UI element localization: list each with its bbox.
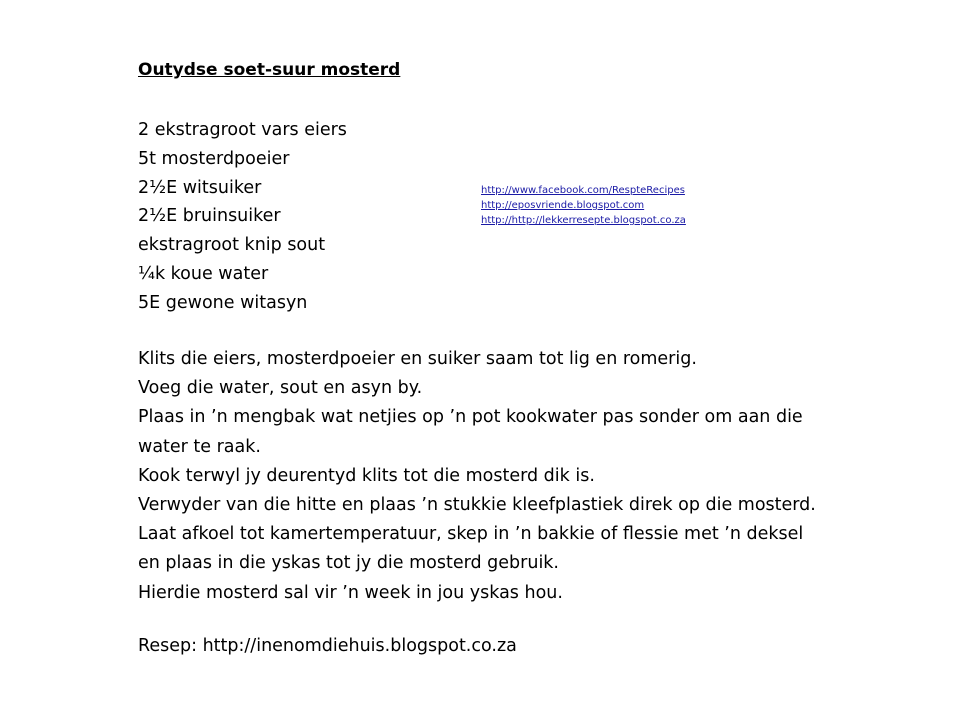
method-line: Kook terwyl jy deurentyd klits tot die mosterd dik is. — [138, 465, 595, 486]
method-line: en plaas in die yskas tot jy die mosterd gebruik. — [138, 553, 559, 574]
method-line: Verwyder van die hitte en plaas ’n stukkie kleefplastiek direk op die mosterd. — [138, 495, 816, 516]
eposvriende-link[interactable]: http://eposvriende.blogspot.com — [481, 200, 645, 211]
method-line: Plaas in ’n mengbak wat netjies op ’n pot kookwater pas sonder om aan die — [138, 407, 803, 428]
recipe-title: Outydse soet-suur mosterd — [138, 60, 401, 80]
method-line: Klits die eiers, mosterdpoeier en suiker saam tot lig en romerig. — [138, 349, 697, 369]
ingredient-item: 2½E bruinsuiker — [138, 206, 281, 227]
method-text — [138, 345, 938, 608]
link-list — [481, 183, 686, 228]
method-line: Voeg die water, sout en asyn by. — [138, 378, 423, 399]
method-line: Hierdie mosterd sal vir ’n week in jou yskas hou. — [138, 582, 563, 603]
ingredient-list — [138, 116, 347, 318]
ingredient-item: ¼k koue water — [138, 263, 269, 284]
method-line: water te raak. — [138, 436, 261, 457]
recipe-source: Resep: http://inenomdiehuis.blogspot.co.za — [138, 636, 517, 656]
lekkerresepte-link[interactable]: http://http://lekkerresepte.blogspot.co.za — [481, 215, 686, 226]
ingredient-item: ekstragroot knip sout — [138, 235, 326, 256]
ingredient-item: 2½E witsuiker — [138, 177, 262, 198]
ingredient-item: 5t mosterdpoeier — [138, 148, 290, 169]
ingredient-item: 2 ekstragroot vars eiers — [138, 120, 347, 140]
method-line: Laat afkoel tot kamertemperatuur, skep in ’n bakkie of flessie met ’n deksel — [138, 524, 804, 545]
ingredient-item: 5E gewone witasyn — [138, 292, 308, 313]
facebook-link[interactable]: http://www.facebook.com/RespteRecipes — [481, 185, 685, 196]
